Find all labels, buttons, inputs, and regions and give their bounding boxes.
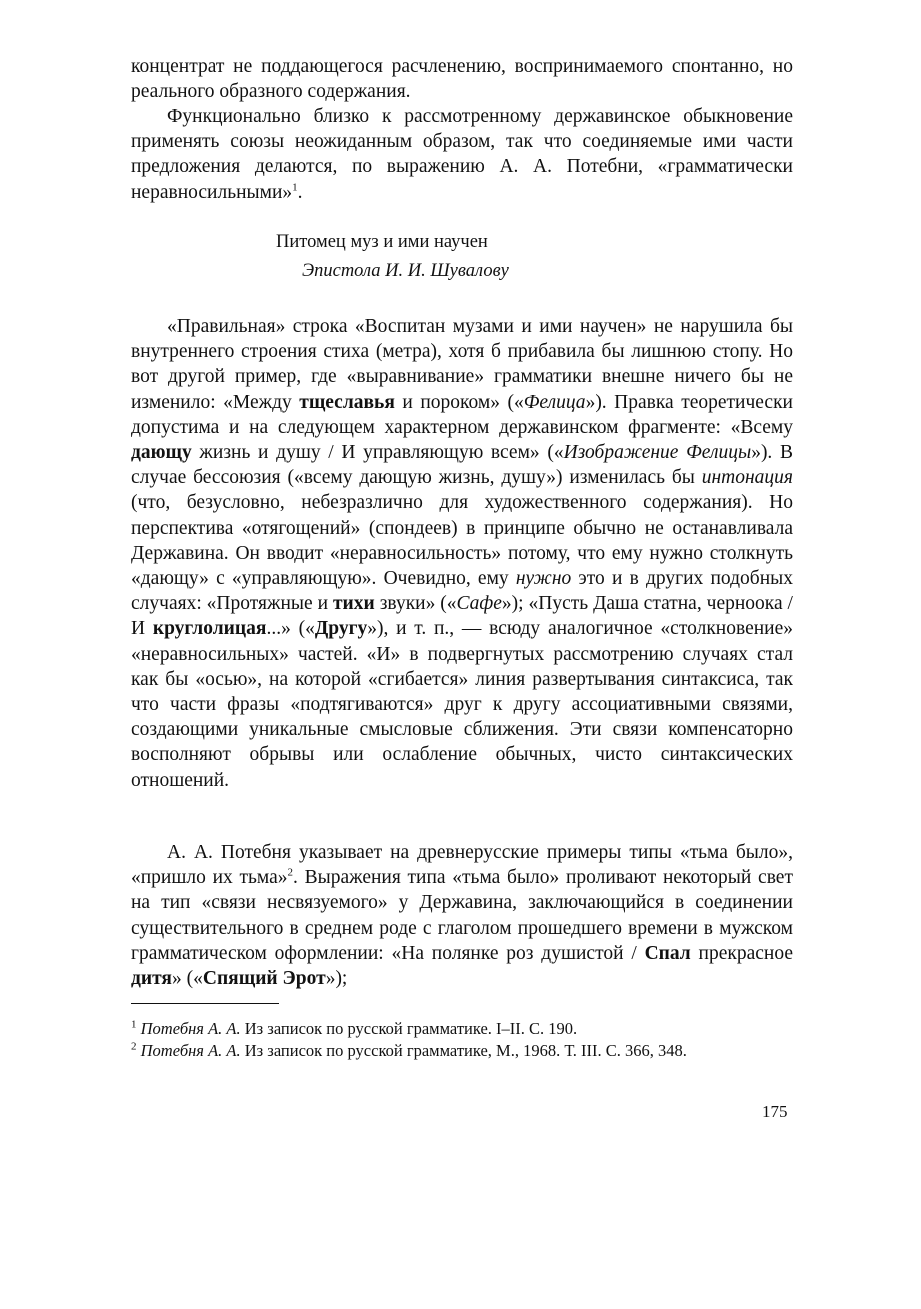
bold-word: круглолицая (152, 618, 267, 640)
footnote-divider (131, 1003, 279, 1004)
footnote-text: Из записок по русской грамматике. I–II. С. 190. (240, 1019, 578, 1038)
footnote-2 (131, 1040, 793, 1062)
footnote-mark: 1 (131, 1018, 137, 1031)
bold-title: Спящий Эрот (202, 968, 326, 990)
text-run: »). В случае бессоюзия («всему дающую жизнь, душу») изменилась бы (131, 442, 793, 489)
bold-title: Другу (314, 618, 368, 640)
bold-word: тихи (332, 593, 375, 615)
text-run: »). Правка теоретически допустима и на следующем характерном державинском фрагменте: «Всему (131, 391, 793, 438)
paragraph-text: Функционально близко к рассмотренному державинское обыкновение применять союзы неожиданным образом, так что соединяемые ими части предложения делаются, по выражению А. А. Потебни, «грамматически неравносильными» (131, 106, 793, 203)
poem-title: Изображение Фелицы (563, 442, 752, 464)
page-number: 175 (762, 1102, 788, 1121)
text-run: «Правильная» строка «Воспитан музами и ими научен» не нарушила бы внутреннего строения стиха (метра), хотя б прибавила бы лишнюю стопу. Но вот другой пример, где «выравнивание» грамматики внешне ничего бы не изменило: «Между (131, 316, 793, 413)
text-run: » (« (171, 968, 203, 990)
poem-title: Сафе (456, 593, 502, 615)
footnote-ref[interactable]: 2 (287, 866, 293, 879)
footnote-ref[interactable]: 1 (292, 181, 298, 194)
italic-word: интонация (701, 467, 793, 489)
footnote-author: Потебня А. А. (140, 1019, 241, 1038)
text-run: »); (325, 968, 348, 990)
paragraph-analysis (131, 314, 793, 793)
text-run: (что, безусловно, небезразлично для художественного содержания). Но перспектива «отягощений» (спондеев) в принципе обычно не останавливала Державина. Он вводит «неравносильность» потому, что ему нужно столкнуть «дающу» с «управляющую». Очевидно, ему (131, 492, 793, 590)
footnote-1 (131, 1018, 793, 1040)
footnotes (131, 1018, 793, 1062)
text-run: А. А. Потебня указывает на древнерусские примеры типы «тьма было», «пришло их тьма» (131, 842, 793, 889)
text-run: ...» (« (266, 618, 315, 640)
paragraph-conjunctions (131, 104, 793, 205)
text-run: жизнь и душу / И управляющую всем» (« (191, 442, 564, 464)
poem-title: Фелица (523, 391, 586, 413)
text-run: »); «Пусть Даша статна, черноока / И (131, 593, 793, 640)
bold-word: дитя (131, 968, 172, 990)
paragraph-text: концентрат не поддающегося расчленению, воспринимаемого спонтанно, но реального образного содержания. (131, 56, 793, 103)
text-run: »), и т. п., — всюду аналогичное «столкновение» «неравносильных» частей. «И» в подвергнутых рассмотрению случаях стал как бы «осью», на которой «сгибается» линия развертывания синтаксиса, так что части фразы «подтягиваются» друг к другу ассоциативными связями, создающими уникальные смысловые сближения. Эти связи компенсаторно восполняют обрывы или ослабление обычных, чисто синтаксических отношений. (131, 618, 793, 791)
paragraph-potebnya (131, 840, 793, 991)
text-run: . Выражения типа «тьма было» проливают некоторый свет на тип «связи несвязуемого» у Державина, заключающийся в соединении существительного в среднем роде с глаголом прошедшего времени в мужском грамматическом оформлении: «На полянке роз душистой / (131, 867, 793, 964)
text-run: прекрасное (690, 942, 794, 964)
paragraph-continuation (131, 54, 793, 104)
bold-word: Спал (644, 942, 691, 964)
footnote-author: Потебня А. А. (140, 1041, 241, 1060)
paragraph-end: . (297, 181, 303, 203)
epigraph-source: Эпистола И. И. Шувалову (302, 261, 509, 281)
text-run: и пороком» (« (394, 391, 524, 413)
text-run: звуки» (« (374, 593, 457, 615)
text-run: это и в других подобных случаях: «Протяжные и (131, 568, 793, 615)
epigraph-line: Питомец муз и ими научен (276, 232, 488, 252)
footnote-text: Из записок по русской грамматике, М., 1968. Т. III. С. 366, 348. (240, 1041, 687, 1060)
footnote-mark: 2 (131, 1040, 137, 1053)
bold-word: дающу (131, 442, 192, 464)
bold-word: тщеславья (299, 391, 395, 413)
italic-word: нужно (515, 568, 572, 590)
